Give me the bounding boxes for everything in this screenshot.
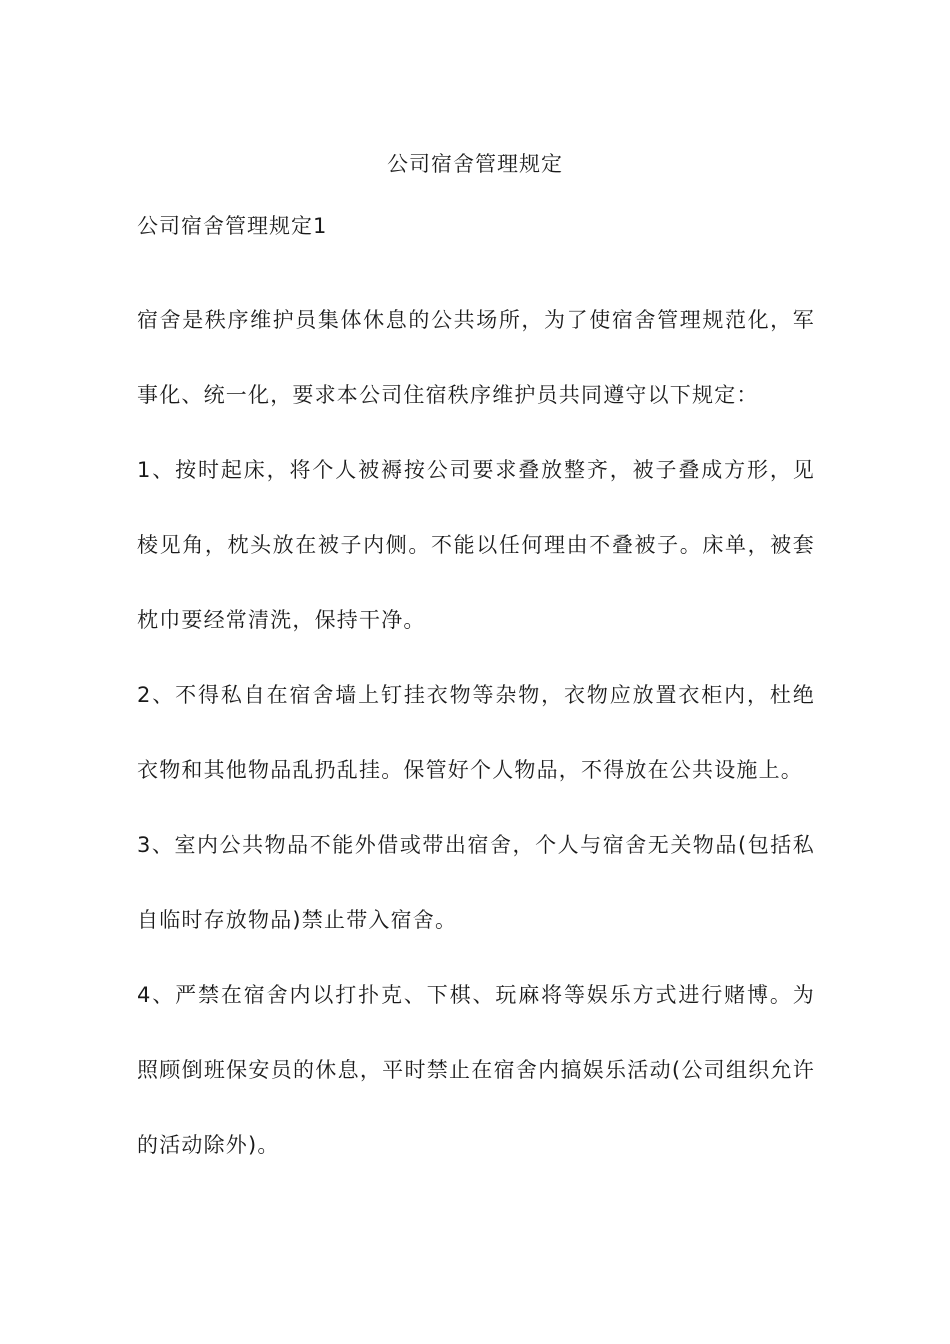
paragraph-rule-2: 2、不得私自在宿舍墙上钉挂衣物等杂物，衣物应放置衣柜内，杜绝衣物和其他物品乱扔乱挂。保管好个人物品，不得放在公共设施上。: [137, 683, 815, 782]
document-title: 公司宿舍管理规定: [387, 152, 563, 176]
paragraph-rule-1: 1、按时起床，将个人被褥按公司要求叠放整齐，被子叠成方形，见棱见角，枕头放在被子内侧。不能以任何理由不叠被子。床单，被套枕巾要经常清洗，保持干净。: [137, 458, 815, 632]
section-heading: 公司宿舍管理规定1: [137, 214, 328, 238]
paragraph-intro: 宿舍是秩序维护员集体休息的公共场所，为了使宿舍管理规范化，军事化、统一化，要求本公司住宿秩序维护员共同遵守以下规定：: [137, 308, 815, 407]
paragraph-rule-4: 4、严禁在宿舍内以打扑克、下棋、玩麻将等娱乐方式进行赌博。为照顾倒班保安员的休息，平时禁止在宿舍内搞娱乐活动(公司组织允许的活动除外)。: [137, 983, 815, 1157]
document-body: [137, 283, 815, 1183]
paragraph-rule-3: 3、室内公共物品不能外借或带出宿舍，个人与宿舍无关物品(包括私自临时存放物品)禁止带入宿舍。: [137, 833, 815, 932]
